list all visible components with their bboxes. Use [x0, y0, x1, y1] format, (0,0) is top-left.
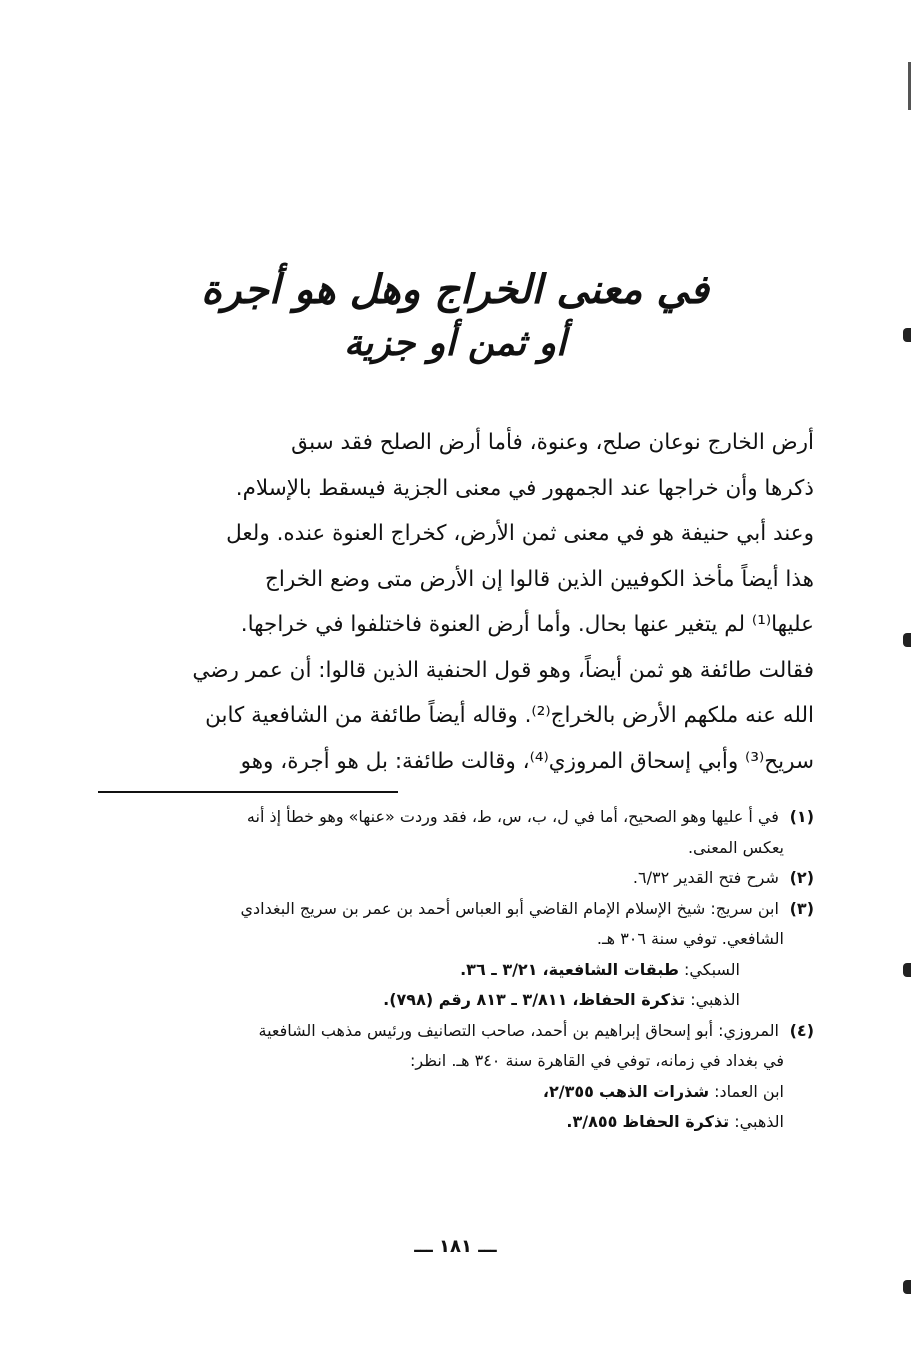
footnote-4-continuation — [92, 1046, 814, 1077]
reference-pages: ٣/٨٥٥. — [566, 1112, 618, 1131]
footnote-text: في بغداد في زمانه، توفي في القاهرة سنة ٣٤٠ هـ. انظر: — [409, 1051, 784, 1070]
reference-title: شذرات الذهب — [598, 1081, 710, 1101]
reference-author: الذهبي: — [690, 990, 740, 1009]
reference-pages: ٢/٣٥٥، — [542, 1081, 594, 1101]
footnote-text: المروزي: أبو إسحاق إبراهيم بن أحمد، صاحب التصانيف ورئيس مذهب الشافعية — [258, 1020, 779, 1040]
footnote-divider — [98, 791, 398, 793]
body-line: هذا أيضاً مأخذ الكوفيين الذين قالوا إن الأرض متى وضع الخراج — [265, 566, 814, 592]
footnote-1 — [92, 802, 814, 833]
page-number: ـــ ١٨١ ـــ — [414, 1236, 497, 1257]
page-edge-mark — [903, 1280, 911, 1294]
reference-author: السبكي: — [684, 959, 740, 979]
reference-pages: ٣/٢١ ـ ٣٦. — [460, 959, 538, 979]
footnote-number: (٣) — [789, 898, 814, 918]
footnote-2 — [92, 863, 814, 894]
page-edge-mark — [903, 963, 911, 977]
page-edge-mark — [903, 328, 911, 342]
chapter-heading — [180, 262, 730, 368]
body-line: الله عنه ملكهم الأرض بالخراج⁽²⁾. وقاله أيضاً طائفة من الشافعية كابن — [205, 703, 814, 728]
footnote-text: ابن سريج: شيخ الإسلام الإمام القاضي أبو العباس أحمد بن عمر بن سريج البغدادي — [240, 898, 779, 918]
footnote-4 — [92, 1016, 814, 1047]
footnote-text: شرح فتح القدير ٦/٣٢. — [632, 868, 779, 887]
footnote-1-continuation — [92, 833, 814, 864]
footnote-text: في أ عليها وهو الصحيح، أما في ل، ب، س، ط، فقد وردت «عنها» وهو خطأ إذ أنه — [246, 807, 779, 826]
body-line: فقالت طائفة هو ثمن أيضاً، وهو قول الحنفية الذين قالوا: أن عمر رضي — [192, 657, 814, 683]
footnote-4-reference — [92, 1107, 814, 1138]
footnote-text: الشافعي. توفي سنة ٣٠٦ هـ. — [596, 929, 784, 948]
footnote-text: يعكس المعنى. — [687, 837, 784, 857]
footnote-3-reference — [92, 955, 814, 986]
body-line: عليها⁽¹⁾ لم يتغير عنها بحال. وأما أرض العنوة فاختلفوا في خراجها. — [240, 612, 814, 637]
footnote-3-reference — [92, 985, 814, 1016]
body-paragraph — [92, 420, 814, 784]
reference-title: تذكرة الحفاظ — [622, 1112, 730, 1131]
footnote-number: (٢) — [789, 868, 814, 887]
body-line: وعند أبي حنيفة هو في معنى ثمن الأرض، كخراج العنوة عنده. ولعل — [226, 521, 814, 546]
footnotes — [92, 802, 814, 1138]
chapter-heading-line-1: في معنى الخراج وهل هو أجرة — [201, 266, 709, 313]
chapter-heading-line-2: أو ثمن أو جزية — [343, 322, 567, 364]
footnote-3-continuation — [92, 924, 814, 955]
reference-pages: ٣/٨١١ ـ ٨١٣ رقم (٧٩٨). — [383, 990, 568, 1009]
reference-title: تذكرة الحفاظ، — [572, 990, 686, 1009]
body-line: أرض الخارج نوعان صلح، وعنوة، فأما أرض الصلح فقد سبق — [291, 430, 814, 455]
reference-author: ابن العماد: — [714, 1081, 784, 1101]
footnote-4-reference — [92, 1077, 814, 1108]
body-line: ذكرها وأن خراجها عند الجمهور في معنى الجزية فيسقط بالإسلام. — [235, 475, 814, 501]
footnote-3 — [92, 894, 814, 925]
footnote-number: (١) — [789, 807, 814, 826]
body-line: سريح⁽³⁾ وأبي إسحاق المروزي⁽⁴⁾، وقالت طائفة: بل هو أجرة، وهو — [240, 748, 814, 774]
reference-title: طبقات الشافعية، — [542, 959, 679, 979]
reference-author: الذهبي: — [734, 1112, 784, 1131]
page-edge-mark — [903, 633, 911, 647]
footnote-number: (٤) — [789, 1020, 814, 1040]
